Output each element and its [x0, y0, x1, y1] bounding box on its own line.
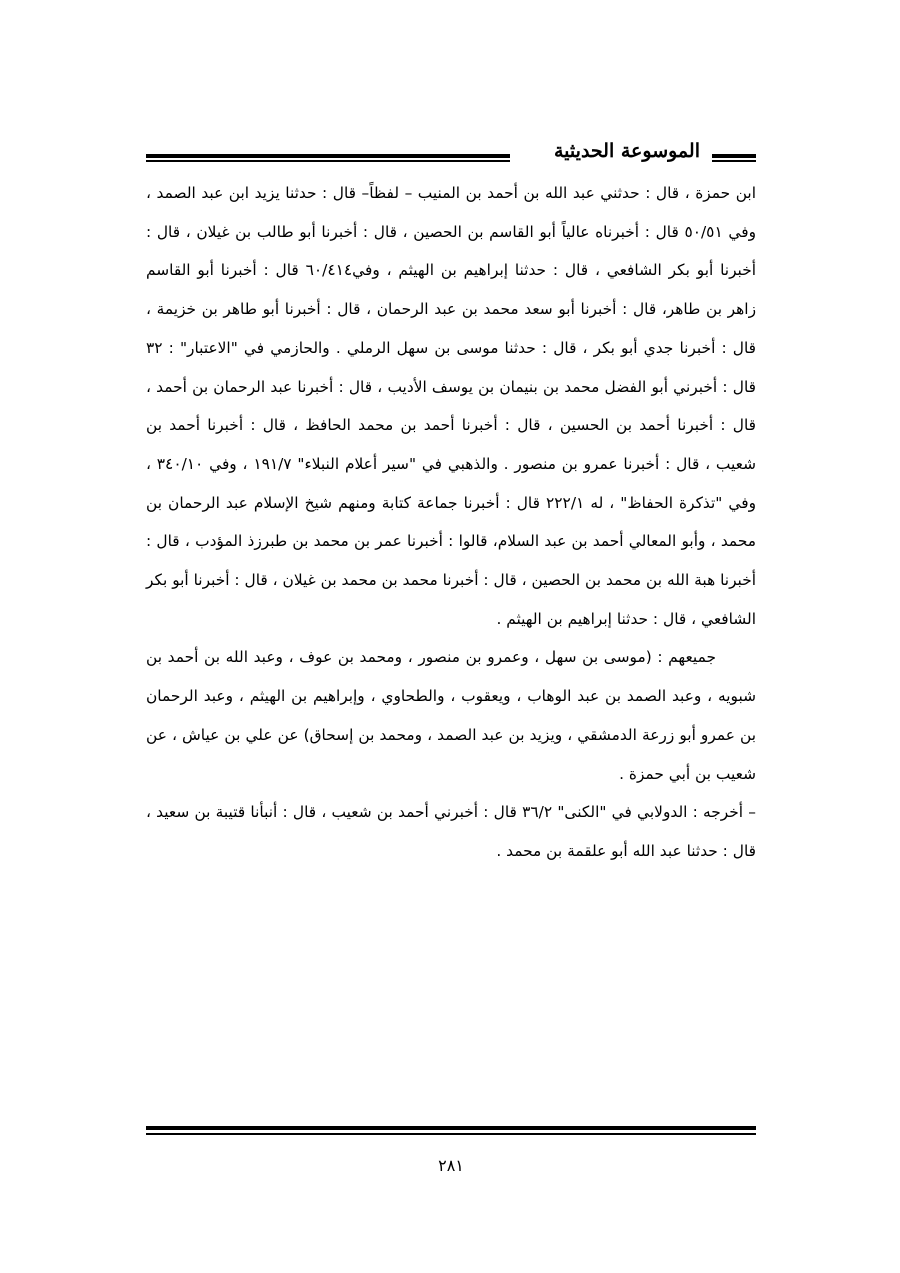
body-text [146, 174, 756, 871]
header-rule-left [146, 154, 510, 162]
footer-rule [146, 1126, 756, 1135]
book-page [146, 138, 757, 1175]
running-header [146, 138, 756, 174]
running-header-title: الموسوعة الحديثية [554, 140, 700, 162]
header-rule-right [712, 154, 756, 162]
paragraph-2: جميعهم : (موسى بن سهل ، وعمرو بن منصور ، ومحمد بن عوف ، وعبد الله بن أحمد بن شبويه ، وعبد الصمد بن عبد الوهاب ، ويعقوب ، والطحاوي ، وإبراهيم بن الهيثم ، وعبد الرحمان بن عمرو أبو زرعة الدمشقي ، ويزيد بن عبد الصمد ، ومحمد بن إسحاق) عن علي بن عياش ، عن شعيب بن أبي حمزة . [146, 648, 756, 783]
paragraph-3: – أخرجه : الدولابي في "الكنى" ٣٦/٢ قال : أخبرني أحمد بن شعيب ، قال : أنبأنا قتيبة بن سعيد ، قال : حدثنا عبد الله أبو علقمة بن محمد . [146, 803, 756, 860]
page-number: ٢٨١ [438, 1156, 464, 1175]
paragraph-1: ابن حمزة ، قال : حدثني عبد الله بن أحمد بن المنيب – لفظاً– قال : حدثنا يزيد ابن عبد الصمد ، وفي ٥٠/٥١ قال : أخبرناه عالياً أبو القاسم بن الحصين ، قال : أخبرنا أبو طالب بن غيلان ، قال : أخبرنا أبو بكر الشافعي ، قال : حدثنا إبراهيم بن الهيثم ، وفي٦٠/٤١٤ قال : أخبرنا أبو القاسم زاهر بن طاهر، قال : أخبرنا أبو سعد محمد بن عبد الرحمان ، قال : أخبرنا أبو طاهر بن خزيمة ، قال : أخبرنا جدي أبو بكر ، قال : حدثنا موسى بن سهل الرملي . والحازمي في "الاعتبار" : ٣٢ قال : أخبرني أبو الفضل محمد بن بنيمان بن يوسف الأديب ، قال : أخبرنا عبد الرحمان بن أحمد ، قال : أخبرنا أحمد بن الحسين ، قال : أخبرنا أحمد بن محمد الحافظ ، قال : أخبرنا أحمد بن شعيب ، قال : أخبرنا عمرو بن منصور . والذهبي في "سير أعلام النبلاء" ١٩١/٧ ، وفي ٣٤٠/١٠ ، وفي "تذكرة الحفاظ" ، له ٢٢٢/١ قال : أخبرنا جماعة كتابة ومنهم شيخ الإسلام عبد الرحمان بن محمد ، وأبو المعالي أحمد بن عبد السلام، قالوا : أخبرنا عمر بن محمد بن طبرزذ المؤدب ، قال : أخبرنا هبة الله بن محمد بن الحصين ، قال : أخبرنا محمد بن محمد بن غيلان ، قال : أخبرنا أبو بكر الشافعي ، قال : حدثنا إبراهيم بن الهيثم . [146, 184, 757, 628]
